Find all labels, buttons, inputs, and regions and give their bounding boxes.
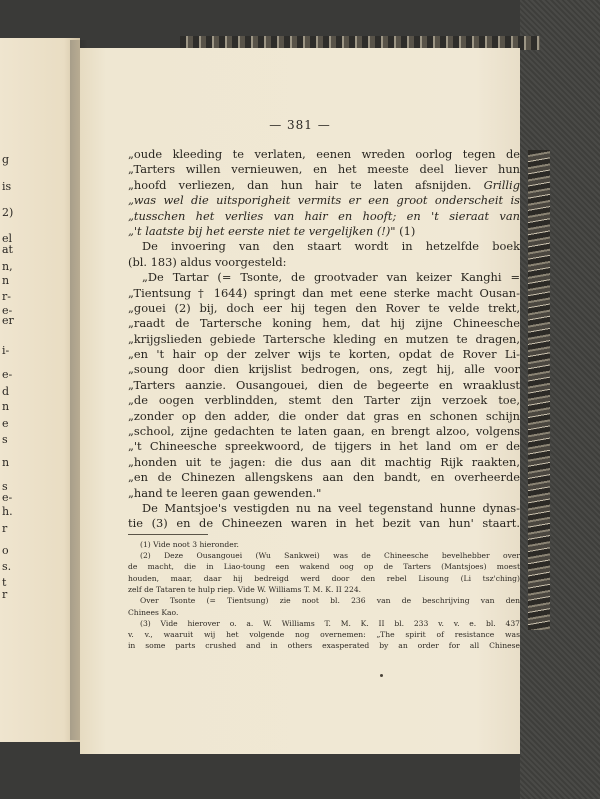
footnote-line: in some parts crushed and in others exasperated by an order for all Chinese	[128, 641, 520, 651]
text-line: „krijgslieden gebiede Tartersche kleding en mutzen te dragen,	[128, 331, 520, 346]
left-page-fragment: g	[2, 153, 10, 166]
body-text	[128, 147, 520, 532]
footnote-line: Chinees Kao.	[128, 607, 179, 617]
left-page-fragment: t	[2, 576, 7, 589]
text-line: „de oogen verblindden, stemt den Tarter zijn verzoek toe,	[128, 393, 520, 408]
footnote-line: v. v., waaruit wij het volgende nog overnemen: „The spirit of resistance was	[128, 630, 520, 640]
text-line: tie (3) en de Chineezen waren in het bezit van hun' staart.	[128, 516, 520, 531]
footnote-line: (3) Vide hierover o. a. W. Williams T. M. K. II bl. 233 v. v. e. bl. 437	[140, 618, 520, 628]
left-page	[0, 38, 80, 742]
left-page-fragment: r	[2, 522, 8, 535]
left-page-fragment: e-	[2, 368, 13, 381]
page-speck	[380, 674, 383, 677]
left-page-fragment: n	[2, 456, 10, 469]
text-line: „'t laatste bij het eerste niet te vergelijken (!)" (1)	[128, 223, 416, 238]
text-line: „De Tartar (= Tsonte, de grootvader van keizer Kanghi =	[142, 270, 520, 285]
text-line: „soung door dien krijslist bedrogen, ons, zegt hij, alle voor	[128, 362, 520, 377]
text-line: „honden uit te jagen: die dus aan dit machtig Rijk raakten,	[128, 454, 520, 469]
footnote-line: de macht, die in Liao-toung een wakend oog op de Tarters (Mantsjoes) moest	[128, 562, 520, 572]
right-page	[80, 48, 520, 754]
left-page-fragment: r-	[2, 290, 11, 303]
left-page-fragment: o	[2, 544, 9, 557]
left-page-fragment: n	[2, 274, 10, 287]
footnote-line: zelf de Tataren te hulp riep. Vide W. Williams T. M. K. II 224.	[128, 584, 362, 594]
left-page-fragment: h.	[2, 505, 13, 518]
left-page-fragment: d	[2, 385, 10, 398]
left-page-fragment: s	[2, 480, 8, 493]
marbled-endpaper	[528, 150, 550, 630]
footnotes	[128, 539, 520, 652]
text-line: „en 't hair op der zelver wijs te korten, opdat de Rover Li-	[128, 347, 520, 362]
text-line: (bl. 183) aldus voorgesteld:	[128, 254, 287, 269]
text-line: „zonder op den adder, die onder dat gras en schonen schijn	[128, 408, 520, 423]
left-page-fragment: r	[2, 588, 8, 601]
footnote-line: (2) Deze Ousangouei (Wu Sankwei) was de Chineesche bevelhebber over	[140, 551, 520, 561]
text-line: De Mantsjoe's vestigden nu na veel tegenstand hunne dynas-	[142, 500, 520, 515]
page-number: — 381 —	[269, 118, 331, 132]
footnote-line: houden, maar, daar hij bedreigd werd door den rebel Lisoung (Li tsz'ching)	[128, 573, 520, 583]
text-line: „en de Chinezen allengskens aan den bandt, en overheerde	[128, 470, 520, 485]
text-line: „'t Chineesche spreekwoord, de tijgers in het land om er de	[128, 439, 520, 454]
left-page-fragment: is	[2, 180, 12, 193]
text-line: „Tientsung † 1644) springt dan met eene sterke macht Ousan-	[128, 285, 520, 300]
left-page-fragment: n	[2, 400, 10, 413]
left-page-fragment: at	[2, 243, 13, 256]
left-page-fragment: n,	[2, 260, 13, 273]
text-line: „oude kleeding te verlaten, eenen wreden oorlog tegen de	[128, 147, 520, 161]
text-line: „was wel die uitsporigheit vermits er een groot onderscheit is	[128, 193, 520, 208]
footnote-line: Over Tsonte (= Tientsung) zie noot bl. 236 van de beschrijving van den	[140, 596, 520, 606]
text-line: „Tarters willen vernieuwen, en het meeste deel liever hun	[128, 162, 520, 177]
left-page-fragment: s	[2, 433, 8, 446]
footnote-line: (1) Vide noot 3 hieronder.	[140, 539, 239, 549]
left-page-fragment: e-	[2, 491, 13, 504]
page-body	[128, 147, 520, 652]
footnote-rule	[128, 534, 208, 535]
left-page-fragment: e	[2, 417, 9, 430]
left-page-fragment: i-	[2, 344, 10, 357]
text-line: „Tarters aanzie. Ousangouei, dien de begeerte en wraaklust	[128, 377, 520, 392]
text-line: „hand te leeren gaan gewenden."	[128, 485, 322, 500]
text-line: „tusschen het verlies van hair en hooft; en 't sieraat van	[128, 208, 520, 223]
text-line: De invoering van den staart wordt in hetzelfde boek	[142, 239, 520, 254]
left-page-fragment: 2)	[2, 206, 14, 219]
left-page-fragment: el	[2, 232, 13, 245]
text-line: „raadt de Tartersche koning hem, dat hij zijne Chineesche	[128, 316, 520, 331]
text-line: „gouei (2) bij, doch eer hij tegen den Rover te velde trekt,	[128, 300, 520, 315]
left-page-fragment: er	[2, 314, 14, 327]
text-line: „hoofd verliezen, dan hun hair te laten afsnijden. Grillig	[128, 177, 520, 192]
left-page-fragment: e-	[2, 304, 13, 317]
text-line: „school, zijne gedachten te laten gaan, en brengt alzoo, volgens	[128, 424, 520, 439]
left-page-fragment: s.	[2, 560, 12, 573]
